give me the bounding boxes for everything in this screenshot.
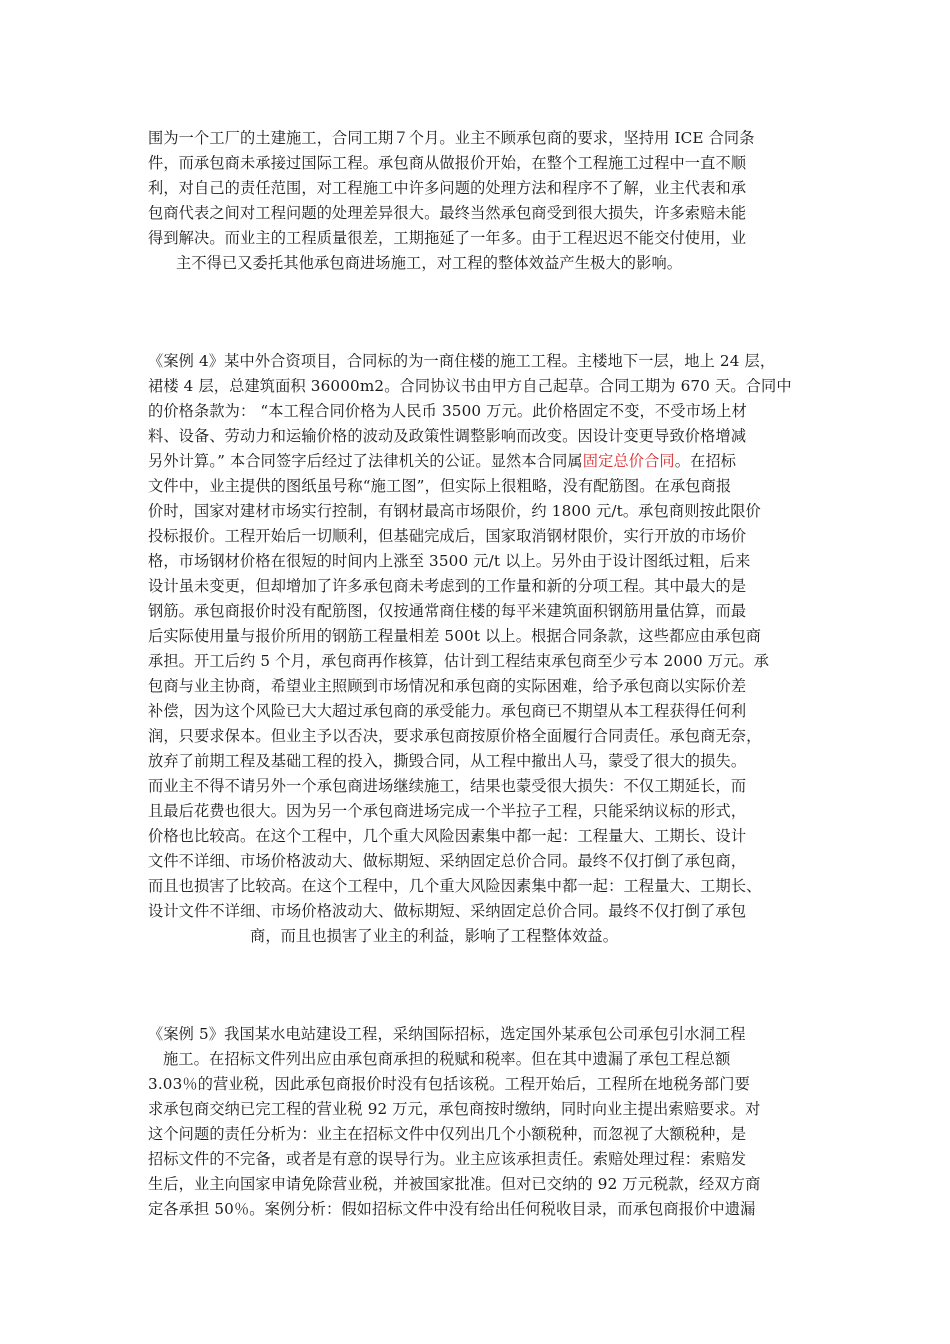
text-line: 而业主不得不请另外一个承包商进场继续施工，结果也蒙受很大损失：不仅工期延长，而: [148, 777, 747, 795]
text-line: 《案例 5》我国某水电站建设工程，采纳国际招标，选定国外某承包公司承包引水洞工程: [148, 1025, 746, 1043]
text-line: 施工。在招标文件列出应由承包商承担的税赋和税率。但在其中遗漏了承包工程总额: [163, 1050, 731, 1068]
text-line: 后实际使用量与报价所用的钢筋工程量相差 500t 以上。根据合同条款，这些都应由承包商: [148, 627, 762, 645]
text-line: 且最后花费也很大。因为另一个承包商进场完成一个半拉子工程，只能采纳议标的形式，: [148, 802, 747, 820]
highlighted-term-fixed-price-contract: 固定总价合同: [582, 452, 675, 470]
text-line: 求承包商交纳已完工程的营业税 92 万元，承包商按时缴纳，同时向业主提出索赔要求。对: [148, 1100, 761, 1118]
text-line: 利，对自己的责任范围，对工程施工中许多问题的处理方法和程序不了解，业主代表和承: [148, 179, 747, 197]
text-line: 放弃了前期工程及基础工程的投入，撕毁合同，从工程中撤出人马，蒙受了很大的损失。: [148, 752, 747, 770]
text-line: 商，而且也损害了业主的利益，影响了工程整体效益。: [250, 927, 619, 945]
text-segment: 另外计算。” 本合同签字后经过了法律机关的公证。显然本合同属: [148, 452, 583, 470]
text-line: 件，而承包商未承接过国际工程。承包商从做报价开始，在整个工程施工过程中一直不顺: [148, 154, 747, 172]
text-line: 润，只要求保本。但业主予以否决，要求承包商按原价格全面履行合同责任。承包商无奈，: [148, 727, 762, 745]
text-line: 主不得已又委托其他承包商进场施工，对工程的整体效益产生极大的影响。: [176, 254, 683, 272]
text-line: 价格也比较高。在这个工程中，几个重大风险因素集中都一起：工程量大、工期长、设计: [148, 827, 747, 845]
text-line: 《案例 4》某中外合资项目，合同标的为一商住楼的施工工程。主楼地下一层，地上 24 层，: [148, 352, 776, 370]
text-line: 包商代表之间对工程问题的处理差异很大。最终当然承包商受到很大损失，许多索赔未能: [148, 204, 747, 222]
text-line: 围为一个工厂的土建施工，合同工期７个月。业主不顾承包商的要求，坚持用 ICE 合同条: [148, 129, 755, 147]
text-line: 钢筋。承包商报价时没有配筋图，仅按通常商住楼的每平米建筑面积钢筋用量估算，而最: [148, 602, 747, 620]
text-line: 投标报价。工程开始后一切顺利，但基础完成后，国家取消钢材限价，实行开放的市场价: [148, 527, 747, 545]
text-line: 生后，业主向国家申请免除营业税，并被国家批准。但对已交纳的 92 万元税款，经双方商: [148, 1175, 761, 1193]
text-line: 的价格条款为： “本工程合同价格为人民币 3500 万元。此价格固定不变，不受市场上材: [148, 402, 747, 420]
text-line: 裙楼 4 层，总建筑面积 36000m2。合同协议书由甲方自己起草。合同工期为 670 天。合同中: [148, 377, 792, 395]
text-line: 补偿，因为这个风险已大大超过承包商的承受能力。承包商已不期望从本工程获得任何利: [148, 702, 747, 720]
text-line: 设计文件不详细、市场价格波动大、做标期短、采纳固定总价合同。最终不仅打倒了承包: [148, 902, 747, 920]
text-line: 招标文件的不完备，或者是有意的误导行为。业主应该承担责任。索赔处理过程：索赔发: [148, 1150, 747, 1168]
text-line: 文件中，业主提供的图纸虽号称“施工图”，但实际上很粗略，没有配筋图。在承包商报: [148, 477, 732, 495]
text-line: 定各承担 50％。案例分析：假如招标文件中没有给出任何税收目录，而承包商报价中遗漏: [148, 1200, 756, 1218]
text-segment: 。在招标: [674, 452, 737, 470]
text-line: [148, 451, 736, 471]
text-line: 包商与业主协商，希望业主照顾到市场情况和承包商的实际困难，给予承包商以实际价差: [148, 677, 747, 695]
text-line: 这个问题的责任分析为：业主在招标文件中仅列出几个小额税种，而忽视了大额税种，是: [148, 1125, 747, 1143]
text-line: 文件不详细、市场价格波动大、做标期短、采纳固定总价合同。最终不仅打倒了承包商，: [148, 852, 747, 870]
text-line: 料、设备、劳动力和运输价格的波动及政策性调整影响而改变。因设计变更导致价格增减: [148, 427, 747, 445]
text-line: 价时，国家对建材市场实行控制，有钢材最高市场限价，约 1800 元/t。承包商则按此限价: [148, 502, 761, 520]
text-line: 设计虽未变更，但却增加了许多承包商未考虑到的工作量和新的分项工程。其中最大的是: [148, 577, 747, 595]
text-line: 得到解决。而业主的工程质量很差，工期拖延了一年多。由于工程迟迟不能交付使用，业: [148, 229, 747, 247]
text-line: 格，市场钢材价格在很短的时间内上涨至 3500 元/t 以上。另外由于设计图纸过粗，后来: [148, 552, 751, 570]
text-line: 而且也损害了比较高。在这个工程中，几个重大风险因素集中都一起：工程量大、工期长、: [148, 877, 762, 895]
text-line: 承担。开工后约 5 个月，承包商再作核算，估计到工程结束承包商至少亏本 2000 万元。承: [148, 652, 770, 670]
text-line: 3.03％的营业税，因此承包商报价时没有包括该税。工程开始后，工程所在地税务部门要: [148, 1075, 750, 1093]
